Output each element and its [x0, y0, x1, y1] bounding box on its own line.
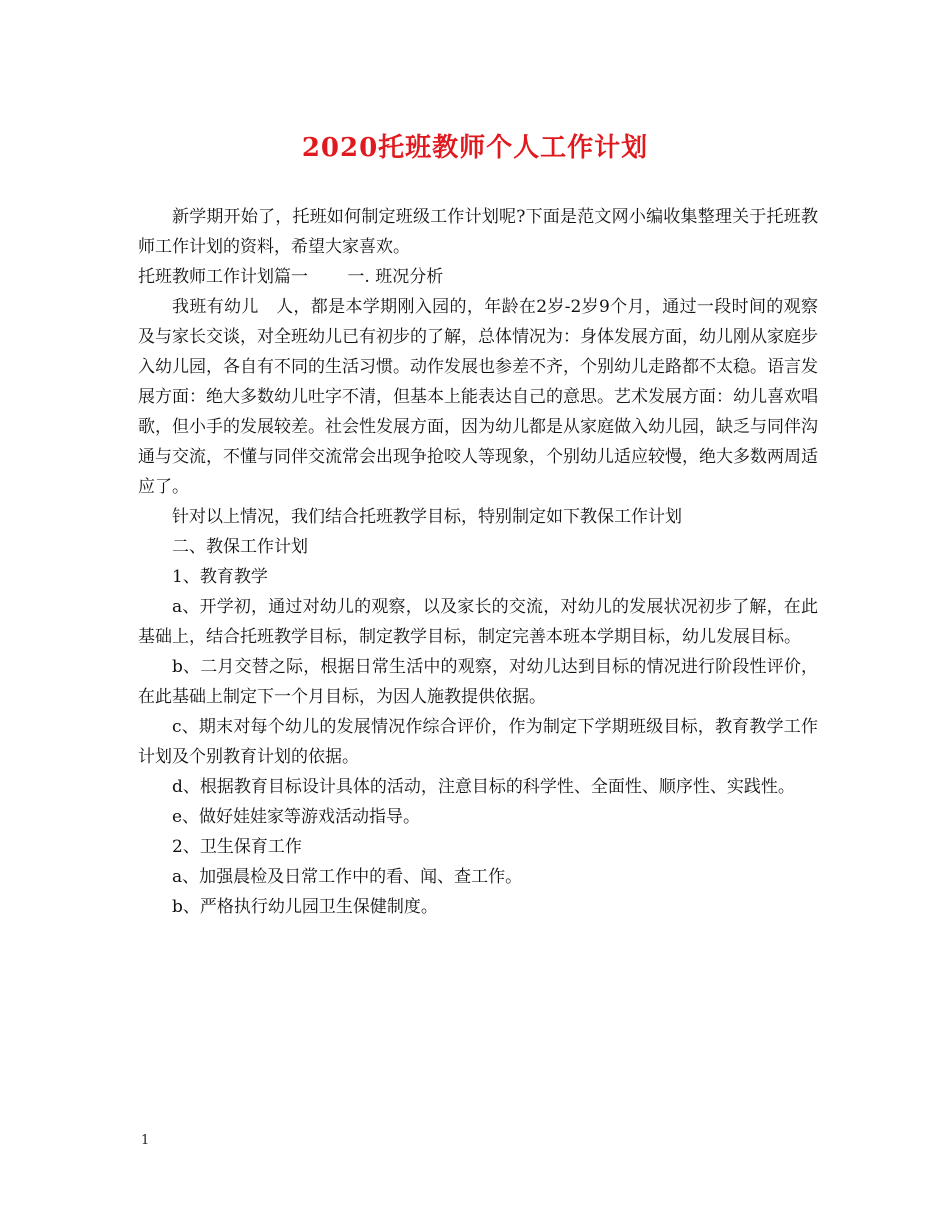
paragraph-hygiene-b: b、严格执行幼儿园卫生保健制度。: [172, 897, 438, 917]
paragraph-intro: 新学期开始了，托班如何制定班级工作计划呢?下面是范文网小编收集整理关于托班教师工作计划的资料，希望大家喜欢。: [138, 207, 818, 257]
paragraph-hygiene-a: a、加强晨检及日常工作中的看、闻、查工作。: [172, 867, 523, 887]
paragraph-heading-hygiene: 2、卫生保育工作: [172, 837, 302, 857]
paragraph-item-a: a、开学初，通过对幼儿的观察，以及家长的交流，对幼儿的发展状况初步了解，在此基础上，结合托班教学目标，制定教学目标，制定完善本班本学期目标，幼儿发展目标。: [138, 597, 818, 647]
paragraph-item-b: b、二月交替之际，根据日常生活中的观察，对幼儿达到目标的情况进行阶段性评价，在此基础上制定下一个月目标，为因人施教提供依据。: [138, 657, 818, 707]
paragraph-item-d: d、根据教育目标设计具体的活动，注意目标的科学性、全面性、顺序性、实践性。: [172, 777, 795, 797]
paragraph-plan-intro: 针对以上情况，我们结合托班教学目标，特别制定如下教保工作计划: [172, 507, 682, 527]
paragraph-class-analysis: 我班有幼儿 人，都是本学期刚入园的，年龄在2岁-2岁9个月，通过一段时间的观察及与家长交谈，对全班幼儿已有初步的了解，总体情况为：身体发展方面，幼儿刚从家庭步入幼儿园，各自有不同的生活习惯。动作发展也参差不齐，个别幼儿走路都不太稳。语言发展方面：绝大多数幼儿吐字不清，但基本上能表达自己的意思。艺术发展方面：幼儿喜欢唱歌，但小手的发展较差。社会性发展方面，因为幼儿都是从家庭做入幼儿园，缺乏与同伴沟通与交流，不懂与同伴交流常会出现争抢咬人等现象，个别幼儿适应较慢，绝大多数两周适应了。: [138, 297, 818, 497]
page-number: 1: [141, 1133, 150, 1148]
paragraph-section-heading: 托班教师工作计划篇一 一. 班况分析: [138, 267, 444, 287]
paragraph-item-e: e、做好娃娃家等游戏活动指导。: [172, 807, 421, 827]
paragraph-item-c: c、期末对每个幼儿的发展情况作综合评价，作为制定下学期班级目标，教育教学工作计划及个别教育计划的依据。: [138, 717, 818, 767]
paragraph-heading-plan: 二、教保工作计划: [172, 537, 308, 557]
document-body: [138, 202, 818, 922]
document-title: 2020托班教师个人工作计划: [301, 133, 649, 163]
paragraph-heading-education: 1、教育教学: [172, 567, 268, 587]
